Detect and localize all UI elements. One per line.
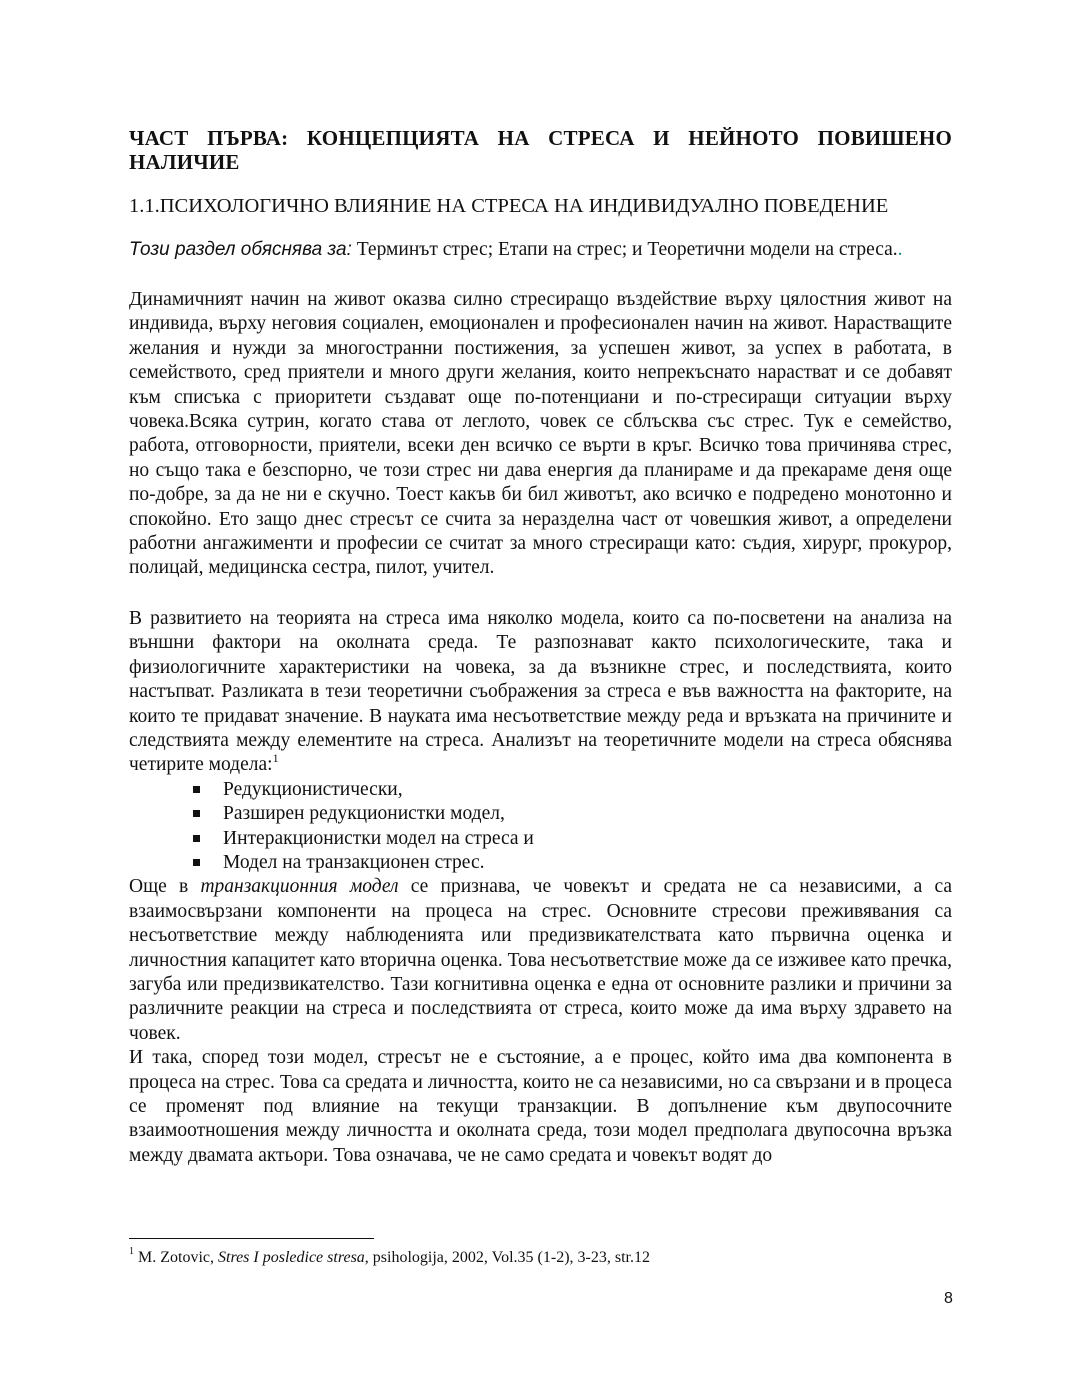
part-title: ЧАСТ ПЪРВА: КОНЦЕПЦИЯТА НА СТРЕСА И НЕЙНОТО ПОВИШЕНО НАЛИЧИЕ bbox=[129, 126, 952, 174]
section-intro bbox=[129, 238, 952, 262]
square-bullet-icon bbox=[193, 786, 200, 793]
paragraph-transactional-before: Още в bbox=[129, 876, 201, 898]
list-item bbox=[193, 827, 952, 851]
list-item-text: Редукционистически, bbox=[223, 778, 403, 800]
list-item-text: Интеракционистки модел на стреса и bbox=[223, 827, 534, 849]
footnote-author: M. Zotovic, bbox=[134, 1249, 218, 1266]
intro-label: Този раздел обяснява за: bbox=[129, 239, 352, 260]
paragraph-lifestyle-stress: Динамичният начин на живот оказва силно стресиращо въздействие върху цялостния живот на индивида, върху неговия социален, емоционален и професионален начин на живот. Нарастващите желания и нужди за многостранни постижения, за успешен живот, за успех в работата, в семейството, сред приятели и много други желания, които непрекъснато нарастват и се добавят към списъка с приоритети създават още по-потенциани и по-стресиращи ситуации върху човека.Всяка сутрин, когато става от леглото, човек се сблъсква със стрес. Тук е семейство, работа, отговорности, приятели, всеки ден всичко се върти в кръг. Всичко това причинява стрес, но също така е безспорно, че този стрес ни дава енергия да планираме и да прекараме деня още по-добре, за да не ни е скучно. Тоест какъв би бил животът, ако всичко е подредено монотонно и спокойно. Ето защо днес стресът се счита за неразделна част от човешкия живот, а определени работни ангажименти и професии се считат за много стресиращи като: съдия, хирург, прокурор, полицай, медицинска сестра, пилот, учител. bbox=[129, 289, 952, 579]
square-bullet-icon bbox=[193, 859, 200, 866]
square-bullet-icon bbox=[193, 835, 200, 842]
paragraph-stress-models bbox=[129, 607, 952, 778]
footnote-source: , psihologija, 2002, Vol.35 (1-2), 3-23, str.12 bbox=[364, 1249, 650, 1266]
list-item bbox=[193, 851, 952, 875]
footnote-divider bbox=[129, 1238, 374, 1239]
stress-models-list bbox=[129, 778, 952, 876]
list-item-text: Модел на транзакционен стрес. bbox=[223, 851, 485, 873]
transactional-model-term: транзакционния модел bbox=[200, 876, 399, 898]
footnote-title: Stres I posledice stresa bbox=[218, 1249, 365, 1266]
footnote bbox=[129, 1245, 650, 1268]
page-number: 8 bbox=[944, 1290, 953, 1307]
intro-trailing-dot: . bbox=[897, 239, 903, 260]
footnote-number: 1 bbox=[129, 1245, 134, 1257]
list-item-text: Разширен редукционистки модел, bbox=[223, 803, 505, 825]
paragraph-process-model: И така, според този модел, стресът не е състояние, а е процес, който има два компонента в процеса на стрес. Това са средата и личността, които не са независими, но са свързани и в процеса се променят под влияние на текущи транзакции. В допълнение към двупосочните взаимоотношения между личността и околната среда, този модел предполага двупосочна връзка между двамата актьори. Това означава, че не само средата и човекът водят до bbox=[129, 1047, 952, 1166]
footnote-reference[interactable]: 1 bbox=[272, 750, 279, 765]
list-item bbox=[193, 802, 952, 826]
list-item bbox=[193, 778, 952, 802]
square-bullet-icon bbox=[193, 810, 200, 817]
section-title: 1.1.ПСИХОЛОГИЧНО ВЛИЯНИЕ НА СТРЕСА НА ИНДИВИДУАЛНО ПОВЕДЕНИЕ bbox=[129, 195, 889, 217]
paragraph-transactional-after: се признава, че човекът и средата не са независими, а са взаимосвързани компоненти на процеса на стрес. Основните стресови преживявания са несъответствие между наблюденията или предизвикателствата като първична оценка и личностния капацитет като вторична оценка. Това несъответствие може да се изживее като пречка, загуба или предизвикателство. Тази когнитивна оценка е една от основните разлики и причини за различните реакции на стреса и последствията от стреса, които може да има върху здравето на човек. bbox=[129, 876, 952, 1044]
paragraph-stress-models-text: В развитието на теорията на стреса има няколко модела, които са по-посветени на анализа на външни фактори на околната среда. Те разпознават както психологическите, така и физиологичните характеристики на човека, за да възникне стрес, и последствията, които настъпват. Разликата в тези теоретични съображения за стреса е във важността на факторите, на които те придават значение. В науката има несъответствие между реда и връзката на причините и следствията между елементите на стреса. Анализът на теоретичните модели на стреса обяснява четирите модела: bbox=[129, 607, 952, 776]
intro-text: Терминът стрес; Етапи на стрес; и Теоретични модели на стреса. bbox=[351, 239, 898, 260]
page-body bbox=[129, 126, 952, 1168]
paragraph-transactional-model bbox=[129, 875, 952, 1046]
